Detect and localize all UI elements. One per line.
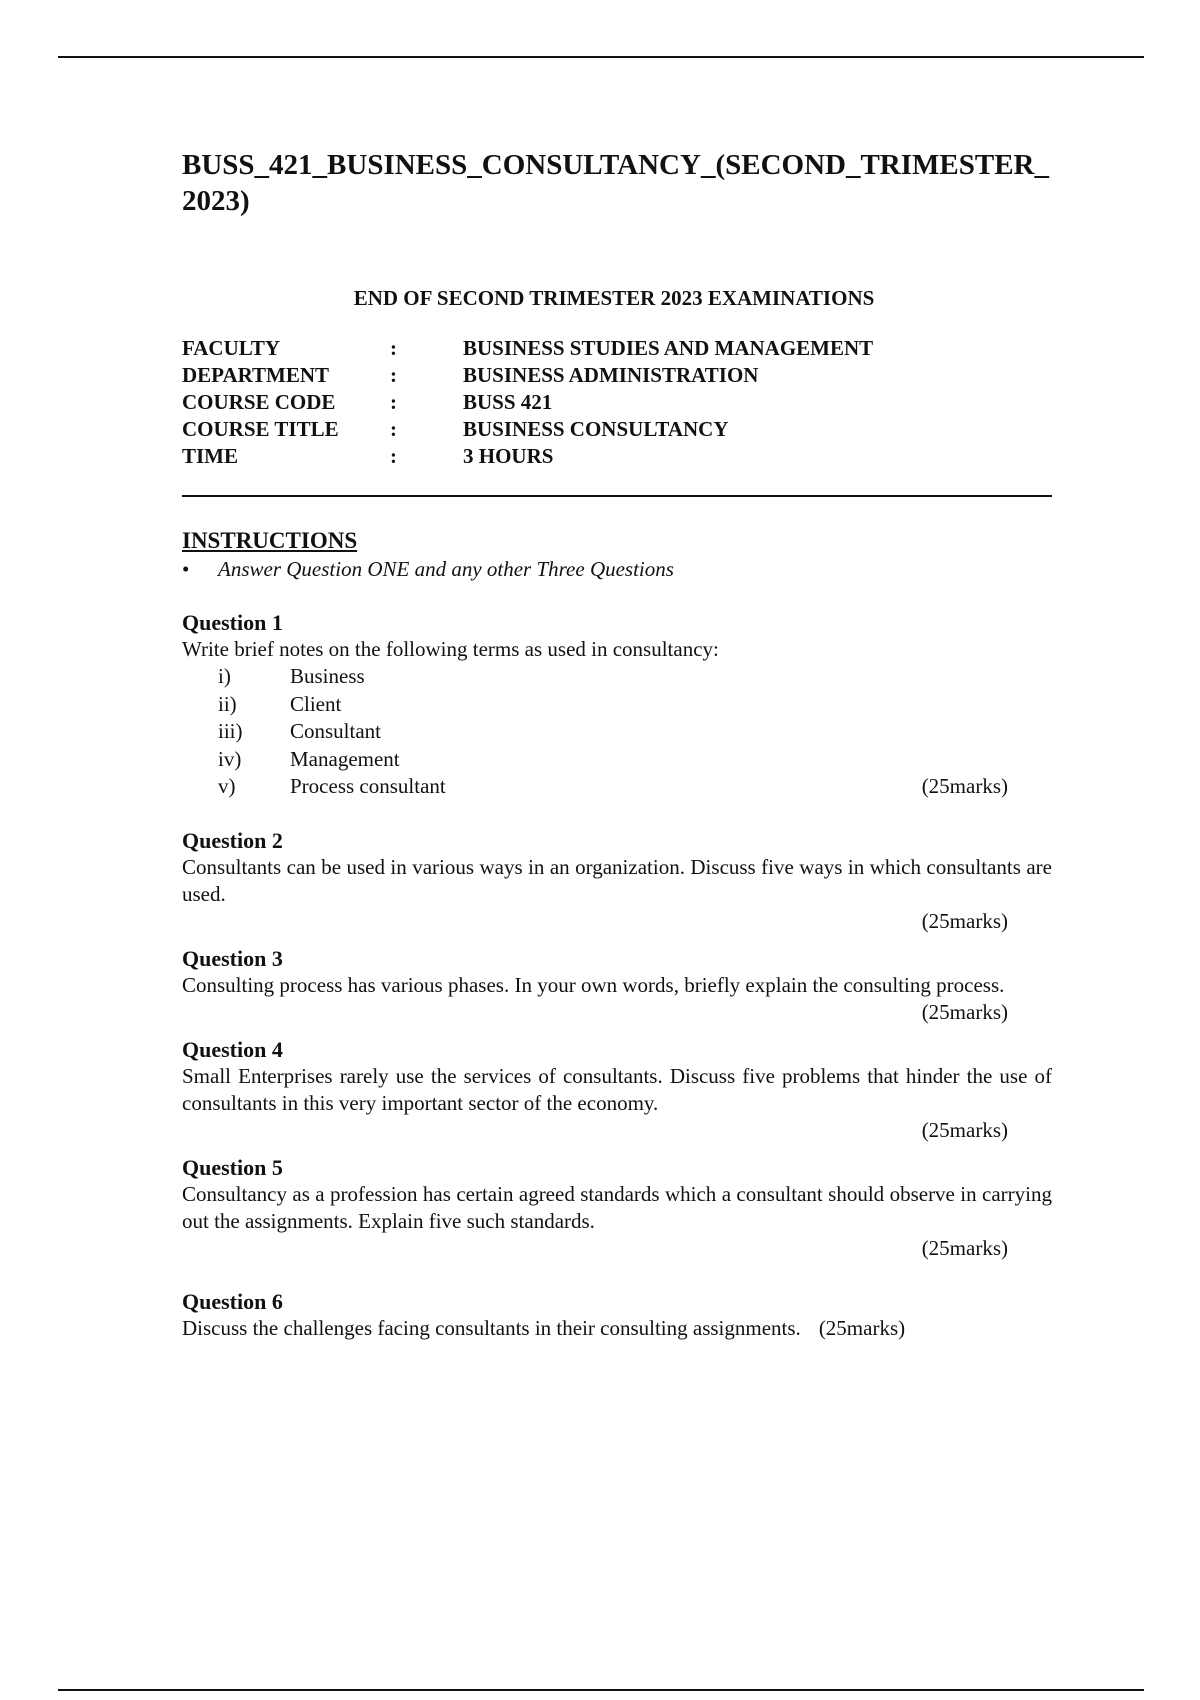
question-5 bbox=[182, 1154, 1052, 1262]
meta-label: TIME bbox=[182, 444, 239, 468]
question-title: Question 2 bbox=[182, 827, 283, 853]
question-text: Consulting process has various phases. In your own words, briefly explain the consulting process. bbox=[182, 972, 1005, 997]
question-marks: (25marks) bbox=[921, 908, 1008, 933]
meta-label: COURSE TITLE bbox=[182, 417, 339, 441]
question-marks: (25marks) bbox=[921, 774, 1008, 798]
instruction-item bbox=[182, 555, 1052, 583]
question-marks: (25marks) bbox=[921, 999, 1008, 1024]
question-marks: (25marks) bbox=[921, 1235, 1008, 1260]
meta-row bbox=[182, 335, 873, 362]
question-marks: (25marks) bbox=[818, 1315, 906, 1340]
meta-row bbox=[182, 443, 873, 470]
meta-separator: : bbox=[390, 336, 397, 360]
list-item bbox=[182, 746, 1052, 774]
item-text: Management bbox=[290, 746, 400, 771]
item-number: iii) bbox=[218, 719, 243, 743]
item-text: Consultant bbox=[290, 719, 382, 743]
meta-value: BUSINESS ADMINISTRATION bbox=[463, 363, 759, 387]
question-body bbox=[182, 1315, 1052, 1342]
meta-separator: : bbox=[390, 417, 397, 441]
item-text: Client bbox=[290, 691, 342, 716]
question-title: Question 5 bbox=[182, 1154, 283, 1180]
question-title: Question 4 bbox=[182, 1036, 283, 1062]
term-list bbox=[182, 663, 1052, 801]
exam-heading: END OF SECOND TRIMESTER 2023 EXAMINATIONS bbox=[353, 286, 875, 310]
list-item bbox=[182, 663, 1052, 691]
question-text: Small Enterprises rarely use the services of consultants. Discuss five problems that hinder the use of consultants in this very important sector of the economy. bbox=[182, 1063, 1052, 1115]
meta-separator: : bbox=[390, 390, 397, 414]
list-item bbox=[182, 718, 1052, 746]
meta-separator: : bbox=[390, 363, 397, 387]
meta-separator: : bbox=[390, 444, 397, 468]
document-title: BUSS_421_BUSINESS_CONSULTANCY_(SECOND_TRIMESTER_2023) bbox=[182, 149, 1049, 217]
question-2 bbox=[182, 827, 1052, 935]
question-3 bbox=[182, 945, 1052, 1026]
question-text: Discuss the challenges facing consultants in their consulting assignments. bbox=[182, 1315, 801, 1340]
list-item bbox=[182, 691, 1052, 719]
question-marks: (25marks) bbox=[921, 1117, 1008, 1142]
item-text: Process consultant bbox=[290, 774, 446, 798]
instruction-text: Answer Question ONE and any other Three Questions bbox=[218, 557, 674, 581]
exam-paper bbox=[182, 147, 1052, 1342]
question-title: Question 3 bbox=[182, 945, 283, 971]
item-number: iv) bbox=[218, 746, 242, 771]
item-number: v) bbox=[218, 774, 236, 798]
question-text: Consultancy as a profession has certain agreed standards which a consultant should observe in carrying out the assignments. Explain five such standards. bbox=[182, 1181, 1052, 1233]
meta-value: 3 HOURS bbox=[463, 444, 554, 468]
meta-row bbox=[182, 362, 873, 389]
question-1 bbox=[182, 609, 1052, 801]
top-rule bbox=[58, 56, 1144, 58]
question-text: Write brief notes on the following terms as used in consultancy: bbox=[182, 637, 719, 661]
question-4 bbox=[182, 1036, 1052, 1144]
meta-value: BUSS 421 bbox=[463, 390, 553, 414]
item-number: i) bbox=[218, 664, 231, 688]
question-title: Question 6 bbox=[182, 1288, 283, 1314]
question-6 bbox=[182, 1288, 1052, 1342]
bullet-icon: • bbox=[182, 557, 190, 581]
question-title: Question 1 bbox=[182, 610, 283, 635]
meta-label: DEPARTMENT bbox=[182, 363, 330, 387]
section-divider bbox=[182, 495, 1052, 497]
meta-label: FACULTY bbox=[182, 336, 281, 360]
bottom-rule bbox=[58, 1689, 1144, 1691]
meta-label: COURSE CODE bbox=[182, 390, 336, 414]
item-number: ii) bbox=[218, 691, 237, 716]
meta-value: BUSINESS STUDIES AND MANAGEMENT bbox=[463, 336, 874, 360]
meta-row bbox=[182, 389, 873, 416]
meta-value: BUSINESS CONSULTANCY bbox=[463, 417, 729, 441]
question-text: Consultants can be used in various ways in an organization. Discuss five ways in which consultants are used. bbox=[182, 854, 1052, 906]
item-text: Business bbox=[290, 664, 365, 688]
list-item bbox=[182, 773, 1052, 801]
meta-row bbox=[182, 416, 873, 443]
instructions-heading: INSTRUCTIONS bbox=[182, 528, 358, 553]
course-details bbox=[182, 335, 873, 470]
